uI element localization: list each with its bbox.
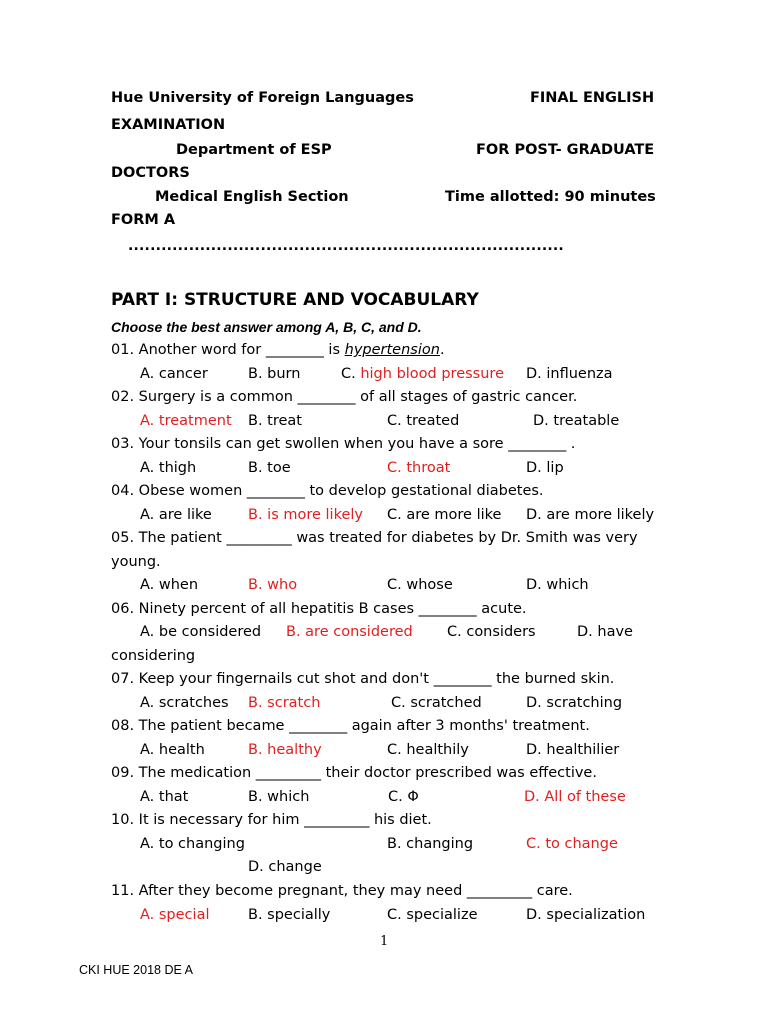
option-b-correct: B. who: [248, 577, 298, 593]
option-c: C. scratched: [391, 695, 482, 711]
question-stem: 08. The patient became ________ again after 3 months' treatment.: [111, 718, 590, 734]
option-c: C. specialize: [387, 907, 478, 923]
option-a: A. scratches: [140, 695, 229, 711]
question-stem: 09. The medication _________ their doctor prescribed was effective.: [111, 765, 597, 781]
option-c-correct: C. to change: [526, 836, 618, 852]
option-d: D. change: [248, 859, 322, 875]
option-b: B. treat: [248, 413, 302, 429]
option-b-correct: B. healthy: [248, 742, 322, 758]
target-audience-cont: DOCTORS: [111, 165, 190, 181]
option-d: D. healthilier: [526, 742, 620, 758]
option-d: D. influenza: [526, 366, 613, 382]
option-a: A. health: [140, 742, 205, 758]
option-a: A. when: [140, 577, 199, 593]
question-stem: 06. Ninety percent of all hepatitis B cases ________ acute.: [111, 601, 527, 617]
section-name: Medical English Section: [155, 189, 349, 205]
part-instruction: Choose the best answer among A, B, C, and D.: [111, 319, 422, 335]
option-a: A. to changing: [140, 836, 245, 852]
option-b-correct: B. are considered: [286, 624, 413, 640]
correct-answer: high blood pressure: [360, 366, 504, 382]
target-audience: FOR POST- GRADUATE: [476, 142, 655, 158]
option-d: D. scratching: [526, 695, 623, 711]
page-number: 1: [380, 934, 389, 949]
option-b: B. specially: [248, 907, 331, 923]
form-label: FORM A: [111, 212, 176, 228]
question-stem: 04. Obese women ________ to develop gestational diabetes.: [111, 483, 544, 499]
option-d: D. treatable: [533, 413, 620, 429]
option-c: C. Φ: [388, 789, 419, 805]
question-stem-cont: young.: [111, 554, 161, 570]
option-b-correct: B. is more likely: [248, 507, 363, 523]
option-d: D. have: [577, 624, 633, 640]
option-letter: C.: [341, 366, 361, 382]
option-d: D. which: [526, 577, 589, 593]
exam-title: FINAL ENGLISH: [530, 90, 655, 106]
option-a: A. be considered: [140, 624, 262, 640]
part-title: PART I: STRUCTURE AND VOCABULARY: [111, 290, 479, 310]
question-text: 01. Another word for ________ is: [111, 342, 345, 358]
option-c: [341, 366, 504, 382]
question-end: .: [439, 342, 445, 358]
option-c: C. are more like: [387, 507, 502, 523]
question-stem: 07. Keep your fingernails cut shot and don't ________ the burned skin.: [111, 671, 615, 687]
option-c: C. treated: [387, 413, 460, 429]
option-d: D. lip: [526, 460, 564, 476]
option-a: A. are like: [140, 507, 212, 523]
option-a: A. that: [140, 789, 189, 805]
option-b: B. toe: [248, 460, 291, 476]
department-name: Department of ESP: [176, 142, 332, 158]
option-b: B. which: [248, 789, 310, 805]
question-stem: 02. Surgery is a common ________ of all stages of gastric cancer.: [111, 389, 578, 405]
question-stem: 10. It is necessary for him _________ his diet.: [111, 812, 432, 828]
option-c: C. healthily: [387, 742, 469, 758]
option-a: A. cancer: [140, 366, 208, 382]
option-c-correct: C. throat: [387, 460, 451, 476]
option-b: B. burn: [248, 366, 301, 382]
option-b-correct: B. scratch: [248, 695, 321, 711]
university-name: Hue University of Foreign Languages: [111, 90, 414, 106]
exam-title-cont: EXAMINATION: [111, 117, 226, 133]
option-a-correct: A. special: [140, 907, 210, 923]
underlined-term: hypertension: [344, 342, 440, 358]
footer-code: CKI HUE 2018 DE A: [79, 963, 193, 977]
option-b: B. changing: [387, 836, 474, 852]
option-c: C. whose: [387, 577, 453, 593]
question-stem: 11. After they become pregnant, they may need _________ care.: [111, 883, 573, 899]
option-d-cont: considering: [111, 648, 196, 664]
option-d: D. are more likely: [526, 507, 655, 523]
time-allotted: Time allotted: 90 minutes: [445, 189, 656, 205]
option-a-correct: A. treatment: [140, 413, 232, 429]
separator-line: ...............................................................................: [128, 238, 564, 254]
question-stem: [111, 342, 445, 358]
option-a: A. thigh: [140, 460, 197, 476]
question-stem: 05. The patient _________ was treated for diabetes by Dr. Smith was very: [111, 530, 638, 546]
option-d-correct: D. All of these: [524, 789, 626, 805]
option-d: D. specialization: [526, 907, 646, 923]
question-stem: 03. Your tonsils can get swollen when you have a sore ________ .: [111, 436, 576, 452]
option-c: C. considers: [447, 624, 536, 640]
